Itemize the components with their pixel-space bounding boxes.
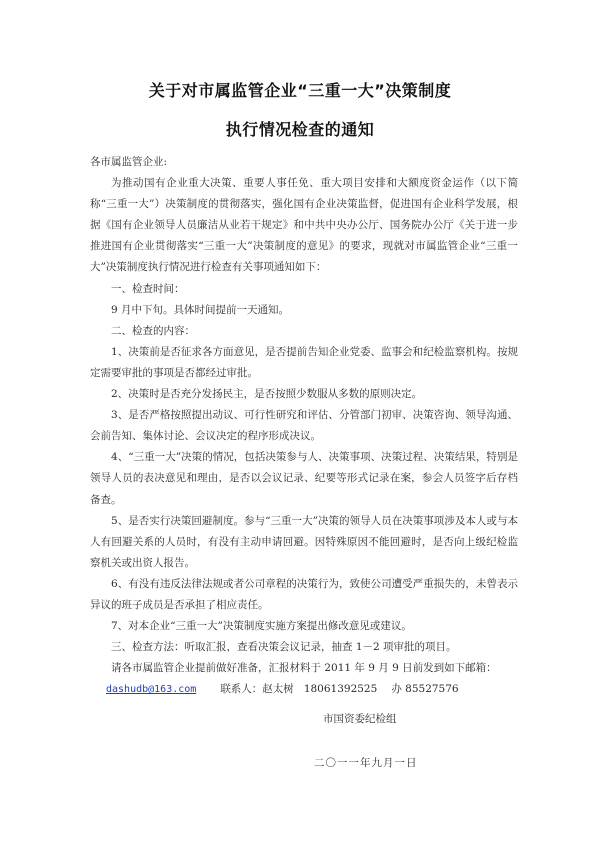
section1-heading: 一、检查时间： — [111, 282, 185, 295]
contact-email-link[interactable]: dashudb@163.com — [106, 684, 197, 696]
check-item-2: 2、决策时是否充分发扬民主，是否按照少数服从多数的原则决定。 — [111, 388, 423, 401]
section1-text: 9 月中下旬。具体时间提前一天通知。 — [111, 303, 290, 316]
submission-request: 请各市属监管企业提前做好准备，汇报材料于 2011 年 9 月 9 日前发到如下邮箱： — [111, 662, 497, 675]
check-item-7: 7、对本企业“三重一大”决策制度实施方案提出修改意见或建议。 — [111, 620, 412, 633]
check-item-4: 4、“三重一大”决策的情况，包括决策参与人、决策事项、决策过程、决策结果，特别是领导人员的表决意见和理由，是否以会议记录、纪要等形式记录在案，参会人员签字后存档备查。 — [90, 451, 518, 506]
section2-heading: 二、检查的内容： — [111, 324, 195, 337]
section3-method: 三、检查方法：听取汇报，查看决策会议记录，抽查 1－2 项审批的项目。 — [111, 641, 457, 654]
issuing-organization: 市国资委纪检组 — [323, 713, 397, 725]
intro-paragraph: 为推动国有企业重大决策、重要人事任免、重大项目安排和大额度资金运作（以下简称“三重一大”）决策制度的贯彻落实，强化国有企业决策监督，促进国有企业科学发展，根据《国有企业领导人员廉洁从业若干规定》和中共中央办公厅、国务院办公厅《关于进一步推进国有企业贯彻落实“三重一大”决策制度的意见》的要求，现就对市属监管企业“三重一大”决策制度执行情况进行检查有关事项通知如下： — [90, 177, 518, 274]
issue-date: 二〇一一年九月一日 — [314, 757, 418, 769]
salutation: 各市属监管企业: — [90, 156, 168, 168]
contact-office: 办 85527576 — [391, 683, 459, 696]
contact-line — [90, 679, 518, 700]
contact-person: 联系人：赵太树 — [220, 683, 294, 696]
document-title-line2: 执行情况检查的通知 — [225, 120, 375, 139]
check-item-6: 6、有没有违反法律法规或者公司章程的决策行为，致使公司遭受严重损失的，未曾表示异议的班子成员是否承担了相应责任。 — [90, 577, 518, 611]
check-item-5: 5、是否实行决策回避制度。参与“三重一大”决策的领导人员在决策事项涉及本人或与本人有回避关系的人员时，有没有主动申请回避。因特殊原因不能回避时，是否向上级纪检监察机关或出资人报告。 — [90, 514, 518, 569]
contact-phone: 18061392525 — [303, 683, 378, 696]
notice-body — [90, 152, 518, 700]
check-item-1: 1、决策前是否征求各方面意见，是否提前告知企业党委、监事会和纪检监察机构。按规定需要审批的事项是否都经过审批。 — [90, 345, 518, 379]
check-item-3: 3、是否严格按照提出动议、可行性研究和评估、分管部门初审、决策咨询、领导沟通、会前告知、集体讨论、会议决定的程序形成决议。 — [90, 409, 518, 443]
document-title-line1: 关于对市属监管企业“三重一大”决策制度 — [148, 81, 452, 100]
